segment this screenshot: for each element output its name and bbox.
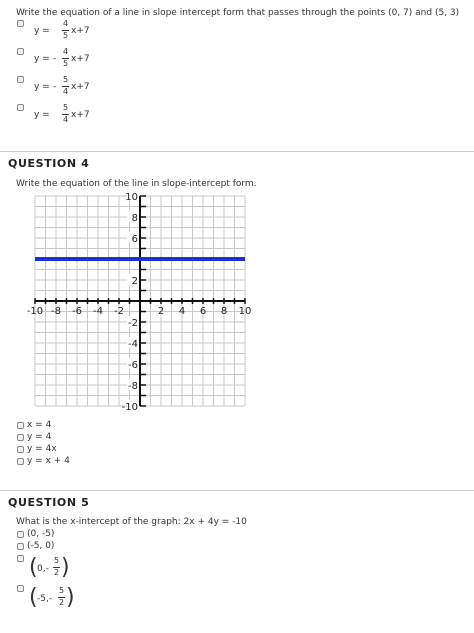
q3-option-2-sign: - [53,54,57,64]
q4-option-2-label: y = 4 [27,432,52,442]
x-tick-label: -2 [114,306,124,317]
q3-option-2-radio[interactable] [17,48,24,55]
q5-option-2-label: (-5, 0) [27,541,55,551]
y-tick-label: 6 [131,234,138,245]
q5-heading: QUESTION 5 [8,496,90,509]
y-tick-label: -10 [121,402,138,413]
q5-option-3-close-paren: ) [61,555,70,580]
q5-option-3-den: 2 [54,568,60,577]
q3-option-3-suffix: x+7 [71,82,90,92]
q4-option-4-label: y = x + 4 [27,456,70,466]
q4-option-1-radio[interactable] [17,422,24,429]
x-tick-label: -10 [26,306,44,317]
q3-option-2-suffix: x+7 [71,54,90,64]
q3-option-1-den: 5 [63,31,69,40]
y-tick-label: -6 [128,360,138,371]
q3-option-1-prefix: y = [34,26,50,36]
q5-option-3-open-paren: ( [29,555,38,580]
q5-option-1-label: (0, -5) [27,529,55,539]
q3-prompt: Write the equation of a line in slope intercept form that passes through the points (0, 7) and (5, 3) [16,8,460,18]
x-tick-label: 6 [199,306,207,317]
q3-option-4-den: 4 [63,115,69,124]
q4-option-4-radio[interactable] [17,458,24,465]
divider [0,490,474,491]
q3-option-3-prefix: y = [34,82,50,92]
q3-option-1-num: 4 [63,19,69,28]
q5-option-2-radio[interactable] [17,543,24,550]
y-tick-label: -4 [128,339,138,350]
q4-prompt: Write the equation of the line in slope-intercept form. [16,179,257,189]
q3-option-1-suffix: x+7 [71,26,90,36]
q4-option-3-label: y = 4x [27,444,57,454]
q5-option-4-num: 5 [59,586,65,595]
q3-option-3-num: 5 [63,75,69,84]
x-tick-label: 8 [220,306,228,317]
q3-option-3-radio[interactable] [17,76,24,83]
q3-option-2-num: 4 [63,47,69,56]
y-tick-label: -8 [128,381,138,392]
x-tick-label: -4 [93,306,103,317]
y-tick-label: 8 [131,213,138,224]
q4-graph [24,190,264,415]
q3-option-4-num: 5 [63,103,69,112]
q5-prompt: What is the x-intercept of the graph: 2x + 4y = -10 [16,517,247,527]
divider [0,151,474,152]
y-tick-label: -2 [128,318,138,329]
q5-option-4-den: 2 [59,598,65,607]
x-tick-label: -8 [51,306,61,317]
y-tick-label: 2 [131,276,138,287]
q3-option-2-prefix: y = [34,54,50,64]
x-tick-label: 4 [178,306,186,317]
q3-option-4-prefix: y = [34,110,50,120]
q5-option-4-radio[interactable] [17,585,24,592]
q3-option-1-radio[interactable] [17,20,24,27]
q3-option-4-suffix: x+7 [71,110,90,120]
q5-option-3-lead: 0,- [37,564,49,574]
q5-option-1-radio[interactable] [17,531,24,538]
q4-option-2-radio[interactable] [17,434,24,441]
y-tick-label: 10 [125,192,138,203]
q5-option-3-num: 5 [54,556,60,565]
x-tick-label: 10 [238,306,252,317]
q5-option-4-close-paren: ) [66,585,75,610]
q3-option-3-den: 4 [63,87,69,96]
q5-option-4-open-paren: ( [29,585,38,610]
q4-heading: QUESTION 4 [8,157,90,170]
q5-option-3-radio[interactable] [17,555,24,562]
q3-option-4-radio[interactable] [17,104,24,111]
q3-option-2-den: 5 [63,59,69,68]
x-tick-label: 2 [157,306,165,317]
q4-option-1-label: x = 4 [27,420,52,430]
q5-option-4-lead: -5,- [37,594,53,604]
x-tick-label: -6 [72,306,82,317]
q4-option-3-radio[interactable] [17,446,24,453]
q3-option-3-sign: - [53,82,57,92]
